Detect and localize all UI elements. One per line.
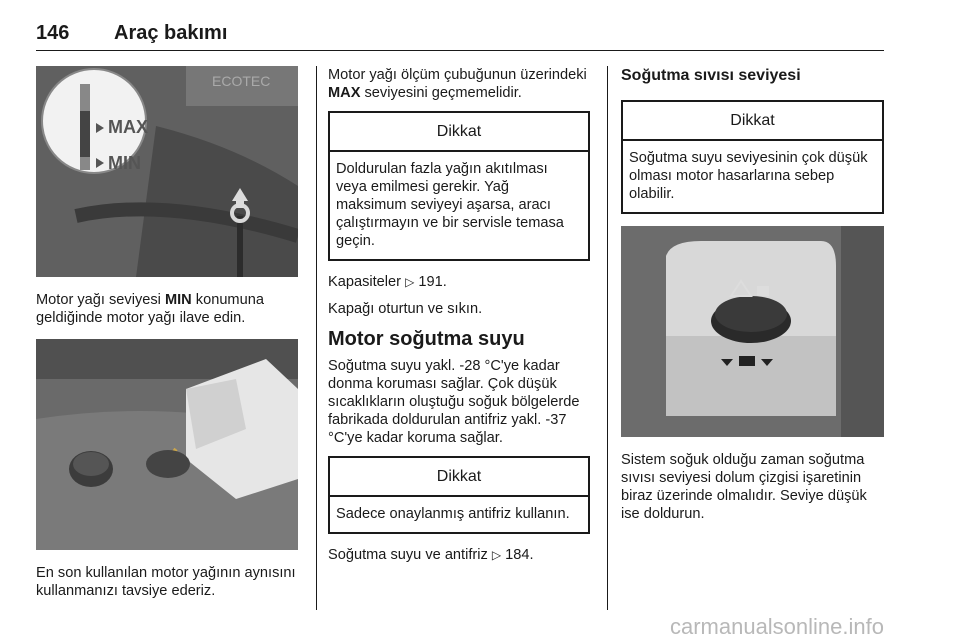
fig-max-label: MAX	[108, 117, 148, 137]
max-level-paragraph: Motor yağı ölçüm çubuğunun üzerindeki MAX seviyesini geçmemelidir.	[328, 67, 587, 101]
notice-title: Dikkat	[330, 113, 588, 152]
notice-box-antifreeze	[328, 456, 590, 534]
column-1	[36, 66, 298, 609]
oil-filling-photo	[36, 339, 298, 550]
footer-watermark: carmanualsonline.info	[669, 614, 884, 639]
antifreeze-reference[interactable]: Soğutma suyu ve antifriz ▷ 184.	[328, 547, 534, 563]
column-3	[621, 66, 884, 532]
page-reference-icon: ▷	[405, 275, 415, 289]
section-heading-coolant-level: Soğutma sıvısı seviyesi	[621, 67, 801, 84]
dipstick-photo	[36, 66, 298, 277]
page-reference-icon: ▷	[491, 548, 502, 562]
page-title: Araç bakımı	[114, 22, 228, 44]
notice-box-overfill	[328, 111, 590, 261]
coolant-reservoir-photo	[621, 226, 884, 437]
column-divider-1	[316, 66, 317, 610]
notice-box-low-coolant	[621, 100, 884, 214]
page-number: 146	[36, 22, 70, 44]
coolant-level-paragraph: Sistem soğuk olduğu zaman soğutma sıvısı seviyesi dolum çizgisi işaretinin biraz üzerinde olmalıdır. Seviye düşük ise doldurun.	[621, 452, 867, 522]
column-divider-2	[607, 66, 608, 610]
refit-cap-paragraph: Kapağı oturtun ve sıkın.	[328, 301, 483, 317]
section-heading-coolant: Motor soğutma suyu	[328, 328, 525, 350]
fig-brand-label: ECOTEC	[212, 73, 271, 89]
coolant-protection-paragraph: Soğutma suyu yakl. -28 °C'ye kadar donma koruması sağlar. Çok düşük sıcaklıkların oluştuğu soğuk bölgelerde fabrikada doldurulan antifriz yakl. -37 °C'ye kadar koruma sağlar.	[328, 358, 580, 446]
notice-title: Dikkat	[330, 458, 588, 497]
notice-body: Doldurulan fazla yağın akıtılması veya emilmesi gerekir. Yağ maksimum seviyeyi aşarsa, aracı çalıştırmayın ve bir servisle temasa geçin.	[336, 161, 564, 249]
oil-min-paragraph: Motor yağı seviyesi MIN konumuna geldiğinde motor yağı ilave edin.	[36, 292, 264, 326]
fig-min-label: MIN	[108, 153, 141, 173]
notice-body: Soğutma suyu seviyesinin çok düşük olması motor hasarlarına sebep olabilir.	[629, 150, 868, 202]
header-rule	[36, 50, 884, 51]
capacities-reference[interactable]: Kapasiteler ▷ 191.	[328, 274, 447, 290]
notice-body: Sadece onaylanmış antifriz kullanın.	[336, 506, 570, 522]
same-oil-paragraph: En son kullanılan motor yağının aynısını kullanmanızı tavsiye ederiz.	[36, 565, 296, 599]
notice-title: Dikkat	[623, 102, 882, 141]
column-2	[328, 66, 590, 573]
